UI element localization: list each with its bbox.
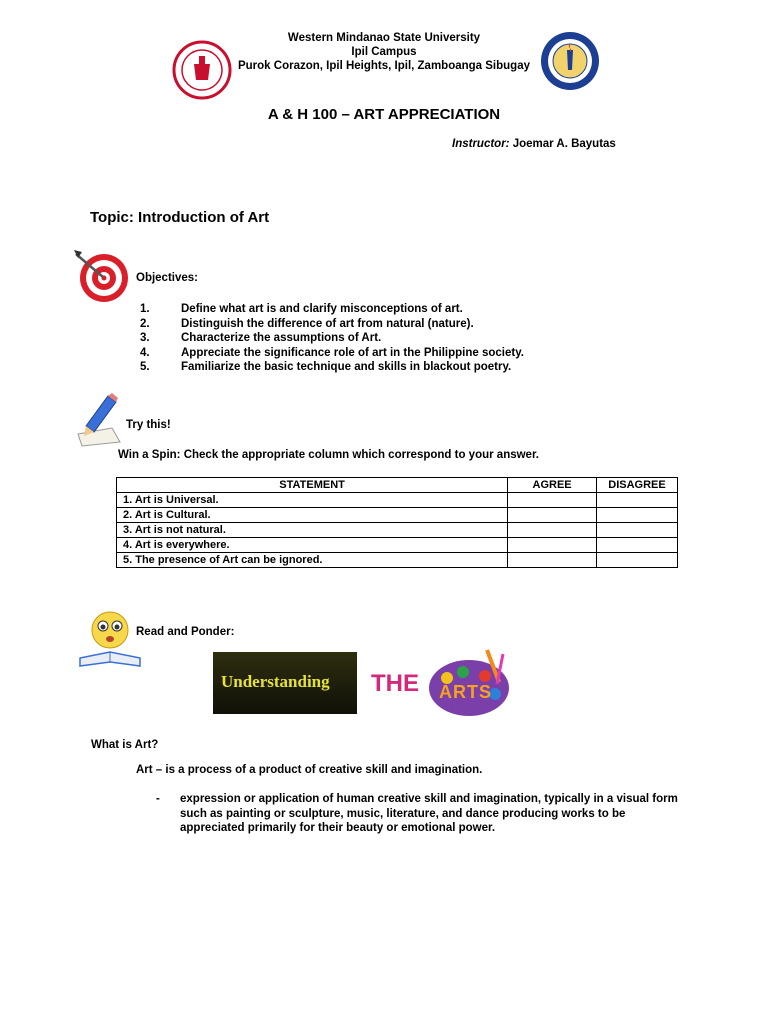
agree-cell[interactable]	[508, 493, 597, 508]
reading-emoji-icon	[76, 608, 144, 670]
read-ponder-heading: Read and Ponder:	[136, 626, 235, 638]
agree-cell[interactable]	[508, 523, 597, 538]
header-statement: STATEMENT	[117, 478, 508, 493]
instructor-line	[452, 138, 616, 150]
list-item: 5. Familiarize the basic technique and skills in blackout poetry.	[140, 361, 512, 373]
disagree-cell[interactable]	[597, 538, 678, 553]
university-name: Western Mindanao State University	[287, 32, 481, 44]
agree-cell[interactable]	[508, 553, 597, 568]
pencil-icon	[72, 392, 128, 448]
list-item: 3. Characterize the assumptions of Art.	[140, 332, 382, 344]
header-agree: AGREE	[508, 478, 597, 493]
table-header-row	[117, 478, 678, 493]
banner-word-the: THE	[371, 670, 419, 697]
disagree-cell[interactable]	[597, 553, 678, 568]
table-row	[117, 493, 678, 508]
table-row	[117, 553, 678, 568]
list-item: 2. Distinguish the difference of art from natural (nature).	[140, 317, 474, 330]
disagree-cell[interactable]	[597, 523, 678, 538]
campus-name: Ipil Campus	[351, 46, 417, 58]
objectives-heading: Objectives:	[136, 272, 198, 284]
table-row	[117, 508, 678, 523]
disagree-cell[interactable]	[597, 493, 678, 508]
try-this-heading: Try this!	[126, 419, 171, 431]
statement-cell: 3. Art is not natural.	[117, 523, 508, 538]
statement-cell: 4. Art is everywhere.	[117, 538, 508, 553]
table-row	[117, 523, 678, 538]
statement-cell: 5. The presence of Art can be ignored.	[117, 553, 508, 568]
try-this-instruction: Win a Spin: Check the appropriate column which correspond to your answer.	[118, 449, 539, 461]
disagree-cell[interactable]	[597, 508, 678, 523]
arts-palette-icon	[425, 648, 516, 722]
agree-cell[interactable]	[508, 538, 597, 553]
instructor-name: Joemar A. Bayutas	[512, 138, 616, 150]
statement-table	[116, 477, 678, 568]
objectives-list	[140, 302, 524, 375]
campus-address: Purok Corazon, Ipil Heights, Ipil, Zamboanga Sibugay	[237, 60, 530, 72]
banner-word-arts: ARTS	[439, 682, 492, 702]
understanding-panel	[213, 652, 357, 714]
art-bullet-text: expression or application of human creative skill and imagination, typically in a visual form such as painting or sculpture, music, literature, and dance producing works to be appreciated primarily for their beauty or emotional power.	[180, 793, 678, 834]
understanding-the-arts-banner	[213, 648, 516, 722]
course-title: A & H 100 – ART APPRECIATION	[267, 106, 501, 123]
topic-heading: Topic: Introduction of Art	[90, 209, 270, 226]
bullet-dash: -	[156, 793, 160, 805]
list-item: 4. Appreciate the significance role of art in the Philippine society.	[140, 346, 524, 359]
instructor-label: Instructor:	[452, 138, 510, 150]
statement-cell: 1. Art is Universal.	[117, 493, 508, 508]
list-item: 1. Define what art is and clarify misconceptions of art.	[140, 303, 463, 315]
art-definition: Art – is a process of a product of creative skill and imagination.	[136, 764, 483, 776]
statement-cell: 2. Art is Cultural.	[117, 508, 508, 523]
target-icon	[70, 248, 132, 304]
what-is-art-heading: What is Art?	[91, 739, 159, 751]
table-row	[117, 538, 678, 553]
header-disagree: DISAGREE	[597, 478, 678, 493]
banner-word-understanding: Understanding	[221, 672, 330, 691]
agree-cell[interactable]	[508, 508, 597, 523]
